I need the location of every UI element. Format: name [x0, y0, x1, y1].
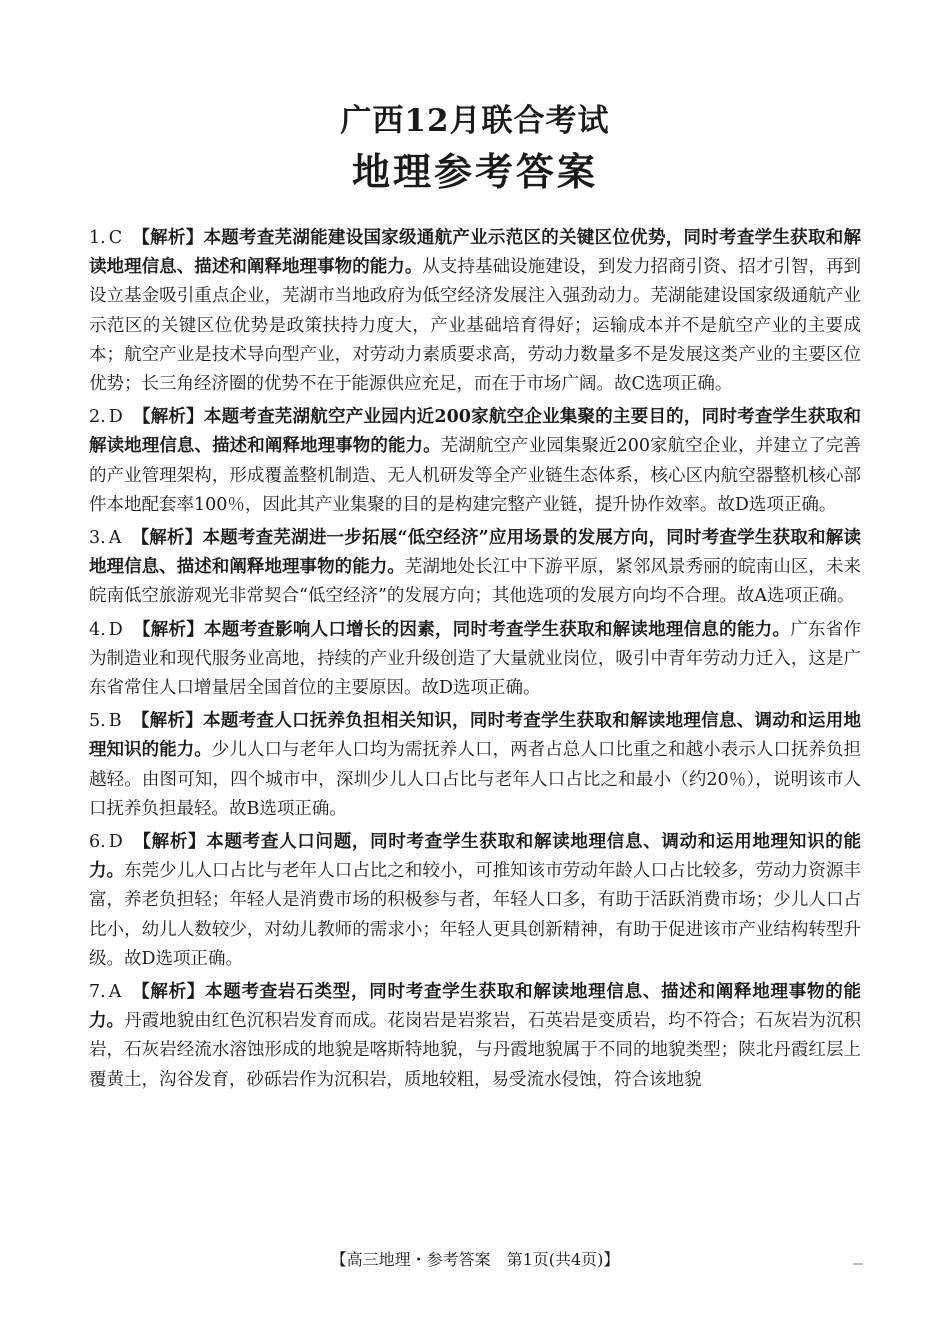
title-block — [0, 100, 950, 198]
answer-number: 4. — [89, 619, 106, 640]
analysis-lead: 【解析】本题考查芜湖航空产业园内近200家航空企业集聚的主要目的，同时考查学生获取和解读地理信息、描述和阐释地理事物的能力。 — [89, 407, 861, 457]
answer-choice: D — [108, 832, 123, 853]
analysis-lead: 【解析】本题考查人口抚养负担相关知识，同时考查学生获取和解读地理信息、调动和运用地理知识的能力。 — [89, 711, 861, 761]
answer-list — [89, 224, 861, 1099]
analysis-lead: 【解析】本题考查岩石类型，同时考查学生获取和解读地理信息、描述和阐释地理事物的能力。 — [89, 982, 861, 1032]
analysis-lead: 【解析】本题考查人口问题，同时考查学生获取和解读地理信息、调动和运用地理知识的能力。 — [89, 832, 861, 882]
answer-number: 2. — [89, 407, 106, 428]
answer-number: 6. — [89, 832, 106, 853]
answer-item-1 — [89, 224, 861, 399]
analysis-text: 从支持基础设施建设，到发力招商引资、招才引智，再到设立基金吸引重点企业，芜湖市当地政府为低空经济发展注入强劲动力。芜湖能建设国家级通航产业示范区的关键区位优势是政策扶持力度大，产业基础培育得好；运输成本并不是航空产业的主要成本；航空产业是技术导向型产业，对劳动力素质要求高，劳动力数量多不是发展这类产业的主要区位优势；长三角经济圈的优势不在于能源供应充足，而在于市场广阔。故C选项正确。 — [89, 257, 862, 395]
analysis-lead: 【解析】本题考查芜湖能建设国家级通航产业示范区的关键区位优势，同时考查学生获取和解读地理信息、描述和阐释地理事物的能力。 — [89, 228, 861, 278]
answer-number: 1. — [89, 228, 106, 248]
analysis-lead: 【解析】本题考查影响人口增长的因素，同时考查学生获取和解读地理信息的能力。 — [132, 619, 791, 640]
analysis-text: 东莞少儿人口占比与老年人口占比之和较小，可推知该市劳动年龄人口占比较多，劳动力资源丰富，养老负担轻；年轻人是消费市场的积极参与者，年轻人口多，有助于活跃消费市场；少儿人口占比小，幼儿人数较少，对幼儿教师的需求小；年轻人更具创新精神，有助于促进该市产业结构转型升级。故D选项正确。 — [89, 861, 861, 969]
answer-item-2 — [89, 403, 861, 520]
answer-choice: D — [108, 407, 123, 428]
answer-choice: B — [108, 711, 122, 732]
answer-number: 5. — [89, 711, 106, 732]
analysis-text: 少儿人口与老年人口均为需抚养人口，两者占总人口比重之和越小表示人口抚养负担越轻。由图可知，四个城市中，深圳少儿人口占比与老年人口占比之和最小（约20％），说明该市人口抚养负担最轻。故B选项正确。 — [89, 740, 861, 819]
analysis-text: 芜湖航空产业园集聚近200家航空企业，并建立了完善的产业管理架构，形成覆盖整机制造、无人机研发等全产业链生态体系，核心区内航空器整机核心部件本地配套率100％，因此其产业集聚的目的是构建完整产业链，提升协作效率。故D选项正确。 — [89, 436, 862, 515]
answer-number: 7. — [89, 982, 106, 1003]
answer-choice: C — [108, 228, 123, 248]
analysis-lead: 【解析】本题考查芜湖进一步拓展“低空经济”应用场景的发展方向，同时考查学生获取和解读地理信息、描述和阐释地理事物的能力。 — [89, 528, 861, 578]
corner-mark — [853, 1263, 863, 1265]
answer-choice: A — [108, 982, 122, 1003]
answer-item-4 — [89, 616, 861, 704]
answer-item-3 — [89, 524, 861, 612]
analysis-text: 广东省作为制造业和现代服务业高地，持续的产业升级创造了大量就业岗位，吸引中青年劳动力迁入，这是广东省常住人口增量居全国首位的主要原因。故D选项正确。 — [89, 619, 862, 699]
answer-item-5 — [89, 707, 861, 824]
answer-choice: D — [108, 619, 123, 640]
exam-title: 广西12月联合考试 — [340, 103, 610, 139]
answer-item-6 — [89, 828, 861, 974]
analysis-text: 丹霞地貌由红色沉积岩发育而成。花岗岩是岩浆岩，石英岩是变质岩，均不符合；石灰岩为沉积岩，石灰岩经流水溶蚀形成的地貌是喀斯特地貌，与丹霞地貌属于不同的地貌类型；陕北丹霞红层上覆黄土，沟谷发育，砂砾岩作为沉积岩，质地较粗，易受流水侵蚀，符合该地貌 — [89, 1011, 861, 1090]
answer-title: 地理参考答案 — [351, 149, 598, 194]
analysis-text: 芜湖地处长江中下游平原，紧邻风景秀丽的皖南山区，未来皖南低空旅游观光非常契合“低空经济”的发展方向；其他选项的发展方向均不合理。故A选项正确。 — [89, 557, 862, 607]
answer-number: 3. — [89, 528, 106, 549]
answer-item-7 — [89, 978, 861, 1095]
answer-choice: A — [108, 528, 122, 549]
page-footer: 【高三地理・参考答案 第1页(共4页)】 — [330, 1250, 620, 1269]
